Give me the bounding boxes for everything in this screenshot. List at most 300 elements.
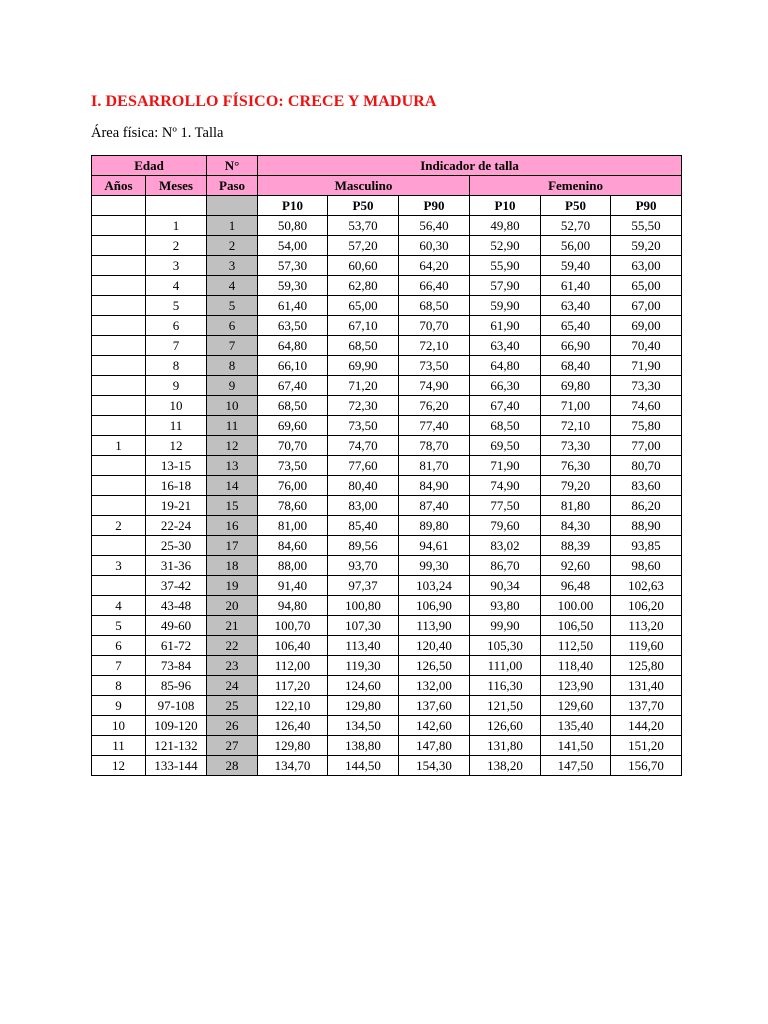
cell-meses: 16-18 — [146, 476, 207, 496]
table-row — [92, 616, 682, 636]
cell-masc-p10: 106,40 — [258, 636, 328, 656]
cell-fem-p10: 86,70 — [470, 556, 541, 576]
cell-anos: 9 — [92, 696, 146, 716]
cell-fem-p10: 77,50 — [470, 496, 541, 516]
cell-fem-p90: 144,20 — [611, 716, 682, 736]
cell-masc-p10: 68,50 — [258, 396, 328, 416]
cell-masc-p50: 85,40 — [328, 516, 399, 536]
cell-paso: 21 — [207, 616, 258, 636]
cell-masc-p50: 138,80 — [328, 736, 399, 756]
cell-fem-p50: 79,20 — [541, 476, 611, 496]
cell-fem-p90: 75,80 — [611, 416, 682, 436]
cell-meses: 25-30 — [146, 536, 207, 556]
cell-paso: 28 — [207, 756, 258, 776]
table-row — [92, 376, 682, 396]
cell-paso: 2 — [207, 236, 258, 256]
header-meses: Meses — [146, 176, 207, 196]
cell-paso: 10 — [207, 396, 258, 416]
table-row — [92, 496, 682, 516]
cell-meses: 5 — [146, 296, 207, 316]
cell-fem-p10: 69,50 — [470, 436, 541, 456]
cell-fem-p50: 123,90 — [541, 676, 611, 696]
header-anos: Años — [92, 176, 146, 196]
cell-fem-p50: 141,50 — [541, 736, 611, 756]
cell-masc-p50: 62,80 — [328, 276, 399, 296]
cell-masc-p50: 83,00 — [328, 496, 399, 516]
header-m-p50: P50 — [328, 196, 399, 216]
cell-anos — [92, 536, 146, 556]
cell-masc-p10: 59,30 — [258, 276, 328, 296]
cell-anos — [92, 576, 146, 596]
cell-anos: 10 — [92, 716, 146, 736]
cell-anos — [92, 496, 146, 516]
cell-masc-p50: 93,70 — [328, 556, 399, 576]
cell-anos: 6 — [92, 636, 146, 656]
table-row — [92, 336, 682, 356]
cell-fem-p50: 88,39 — [541, 536, 611, 556]
cell-fem-p50: 59,40 — [541, 256, 611, 276]
cell-fem-p90: 137,70 — [611, 696, 682, 716]
cell-masc-p10: 61,40 — [258, 296, 328, 316]
header-blank-anos — [92, 196, 146, 216]
cell-meses: 19-21 — [146, 496, 207, 516]
cell-anos — [92, 216, 146, 236]
cell-masc-p10: 100,70 — [258, 616, 328, 636]
cell-meses: 2 — [146, 236, 207, 256]
cell-paso: 3 — [207, 256, 258, 276]
cell-masc-p90: 70,70 — [399, 316, 470, 336]
table-row — [92, 416, 682, 436]
cell-fem-p10: 49,80 — [470, 216, 541, 236]
cell-anos — [92, 376, 146, 396]
header-paso: Paso — [207, 176, 258, 196]
cell-anos — [92, 416, 146, 436]
cell-masc-p10: 84,60 — [258, 536, 328, 556]
cell-fem-p90: 86,20 — [611, 496, 682, 516]
cell-masc-p90: 84,90 — [399, 476, 470, 496]
cell-masc-p50: 100,80 — [328, 596, 399, 616]
cell-paso: 19 — [207, 576, 258, 596]
cell-paso: 24 — [207, 676, 258, 696]
table-row — [92, 676, 682, 696]
cell-fem-p50: 71,00 — [541, 396, 611, 416]
cell-paso: 14 — [207, 476, 258, 496]
cell-paso: 9 — [207, 376, 258, 396]
header-indicador: Indicador de talla — [258, 156, 682, 176]
cell-masc-p10: 76,00 — [258, 476, 328, 496]
section-subtitle: Área física: Nº 1. Talla — [91, 125, 224, 141]
cell-masc-p10: 63,50 — [258, 316, 328, 336]
cell-paso: 27 — [207, 736, 258, 756]
cell-fem-p90: 106,20 — [611, 596, 682, 616]
header-blank-meses — [146, 196, 207, 216]
cell-meses: 11 — [146, 416, 207, 436]
cell-masc-p50: 69,90 — [328, 356, 399, 376]
cell-paso: 5 — [207, 296, 258, 316]
cell-fem-p10: 105,30 — [470, 636, 541, 656]
cell-masc-p50: 57,20 — [328, 236, 399, 256]
cell-anos: 3 — [92, 556, 146, 576]
cell-fem-p10: 79,60 — [470, 516, 541, 536]
cell-meses: 6 — [146, 316, 207, 336]
cell-masc-p90: 120,40 — [399, 636, 470, 656]
cell-fem-p10: 90,34 — [470, 576, 541, 596]
cell-fem-p10: 59,90 — [470, 296, 541, 316]
cell-fem-p10: 66,30 — [470, 376, 541, 396]
cell-anos — [92, 336, 146, 356]
cell-meses: 133-144 — [146, 756, 207, 776]
cell-meses: 73-84 — [146, 656, 207, 676]
cell-paso: 25 — [207, 696, 258, 716]
table-row — [92, 756, 682, 776]
cell-masc-p90: 64,20 — [399, 256, 470, 276]
cell-masc-p50: 80,40 — [328, 476, 399, 496]
cell-anos — [92, 316, 146, 336]
cell-fem-p10: 116,30 — [470, 676, 541, 696]
cell-masc-p90: 87,40 — [399, 496, 470, 516]
cell-masc-p90: 72,10 — [399, 336, 470, 356]
cell-masc-p10: 129,80 — [258, 736, 328, 756]
cell-fem-p10: 74,90 — [470, 476, 541, 496]
table-row — [92, 476, 682, 496]
cell-meses: 13-15 — [146, 456, 207, 476]
table-header — [92, 156, 682, 216]
cell-paso: 20 — [207, 596, 258, 616]
cell-fem-p90: 71,90 — [611, 356, 682, 376]
header-numero: N° — [207, 156, 258, 176]
cell-fem-p90: 125,80 — [611, 656, 682, 676]
cell-meses: 31-36 — [146, 556, 207, 576]
cell-fem-p50: 66,90 — [541, 336, 611, 356]
cell-fem-p90: 98,60 — [611, 556, 682, 576]
cell-masc-p10: 66,10 — [258, 356, 328, 376]
cell-meses: 3 — [146, 256, 207, 276]
cell-masc-p90: 56,40 — [399, 216, 470, 236]
cell-anos — [92, 356, 146, 376]
cell-fem-p90: 74,60 — [611, 396, 682, 416]
page-title: I. DESARROLLO FÍSICO: CRECE Y MADURA — [91, 93, 437, 110]
table-row — [92, 456, 682, 476]
cell-anos — [92, 276, 146, 296]
cell-masc-p50: 124,60 — [328, 676, 399, 696]
cell-meses: 4 — [146, 276, 207, 296]
cell-fem-p50: 129,60 — [541, 696, 611, 716]
cell-paso: 17 — [207, 536, 258, 556]
cell-fem-p50: 63,40 — [541, 296, 611, 316]
cell-masc-p50: 68,50 — [328, 336, 399, 356]
cell-fem-p50: 61,40 — [541, 276, 611, 296]
cell-fem-p90: 63,00 — [611, 256, 682, 276]
cell-masc-p90: 113,90 — [399, 616, 470, 636]
cell-fem-p50: 135,40 — [541, 716, 611, 736]
cell-masc-p90: 103,24 — [399, 576, 470, 596]
cell-fem-p50: 52,70 — [541, 216, 611, 236]
cell-paso: 13 — [207, 456, 258, 476]
table-body — [92, 216, 682, 776]
cell-paso: 18 — [207, 556, 258, 576]
cell-fem-p10: 68,50 — [470, 416, 541, 436]
table-row — [92, 696, 682, 716]
cell-fem-p50: 106,50 — [541, 616, 611, 636]
cell-masc-p10: 70,70 — [258, 436, 328, 456]
cell-masc-p50: 65,00 — [328, 296, 399, 316]
header-m-p10: P10 — [258, 196, 328, 216]
cell-masc-p90: 132,00 — [399, 676, 470, 696]
header-edad: Edad — [92, 156, 207, 176]
cell-masc-p90: 99,30 — [399, 556, 470, 576]
cell-fem-p90: 131,40 — [611, 676, 682, 696]
cell-anos — [92, 296, 146, 316]
cell-meses: 109-120 — [146, 716, 207, 736]
cell-masc-p50: 97,37 — [328, 576, 399, 596]
cell-masc-p50: 129,80 — [328, 696, 399, 716]
cell-fem-p90: 151,20 — [611, 736, 682, 756]
header-masculino: Masculino — [258, 176, 470, 196]
table-row — [92, 596, 682, 616]
cell-fem-p10: 71,90 — [470, 456, 541, 476]
cell-meses: 10 — [146, 396, 207, 416]
cell-meses: 12 — [146, 436, 207, 456]
cell-fem-p90: 93,85 — [611, 536, 682, 556]
cell-masc-p10: 122,10 — [258, 696, 328, 716]
cell-fem-p10: 138,20 — [470, 756, 541, 776]
cell-fem-p10: 83,02 — [470, 536, 541, 556]
cell-masc-p50: 77,60 — [328, 456, 399, 476]
cell-masc-p90: 147,80 — [399, 736, 470, 756]
cell-fem-p10: 55,90 — [470, 256, 541, 276]
cell-paso: 26 — [207, 716, 258, 736]
cell-paso: 7 — [207, 336, 258, 356]
cell-masc-p50: 144,50 — [328, 756, 399, 776]
table-row — [92, 356, 682, 376]
header-row-2 — [92, 176, 682, 196]
cell-meses: 22-24 — [146, 516, 207, 536]
cell-masc-p10: 50,80 — [258, 216, 328, 236]
cell-masc-p10: 67,40 — [258, 376, 328, 396]
cell-anos — [92, 236, 146, 256]
cell-masc-p90: 66,40 — [399, 276, 470, 296]
cell-masc-p10: 57,30 — [258, 256, 328, 276]
cell-fem-p50: 69,80 — [541, 376, 611, 396]
cell-fem-p10: 67,40 — [470, 396, 541, 416]
cell-masc-p50: 107,30 — [328, 616, 399, 636]
cell-masc-p90: 142,60 — [399, 716, 470, 736]
table-row — [92, 736, 682, 756]
cell-anos — [92, 456, 146, 476]
cell-fem-p10: 93,80 — [470, 596, 541, 616]
cell-paso: 8 — [207, 356, 258, 376]
cell-masc-p90: 106,90 — [399, 596, 470, 616]
table-row — [92, 576, 682, 596]
table-row — [92, 396, 682, 416]
cell-fem-p10: 57,90 — [470, 276, 541, 296]
header-f-p90: P90 — [611, 196, 682, 216]
cell-meses: 43-48 — [146, 596, 207, 616]
cell-masc-p90: 137,60 — [399, 696, 470, 716]
table-row — [92, 316, 682, 336]
cell-paso: 4 — [207, 276, 258, 296]
cell-masc-p90: 154,30 — [399, 756, 470, 776]
header-f-p10: P10 — [470, 196, 541, 216]
cell-fem-p50: 96,48 — [541, 576, 611, 596]
table-row — [92, 716, 682, 736]
cell-fem-p10: 131,80 — [470, 736, 541, 756]
cell-masc-p90: 68,50 — [399, 296, 470, 316]
cell-anos: 5 — [92, 616, 146, 636]
cell-masc-p90: 76,20 — [399, 396, 470, 416]
cell-masc-p10: 117,20 — [258, 676, 328, 696]
cell-meses: 37-42 — [146, 576, 207, 596]
cell-fem-p50: 73,30 — [541, 436, 611, 456]
table-row — [92, 536, 682, 556]
cell-fem-p50: 100.00 — [541, 596, 611, 616]
cell-masc-p10: 112,00 — [258, 656, 328, 676]
header-row-3 — [92, 196, 682, 216]
cell-masc-p90: 73,50 — [399, 356, 470, 376]
table-row — [92, 516, 682, 536]
cell-fem-p50: 147,50 — [541, 756, 611, 776]
cell-anos: 1 — [92, 436, 146, 456]
cell-masc-p50: 72,30 — [328, 396, 399, 416]
table-row — [92, 656, 682, 676]
cell-masc-p10: 69,60 — [258, 416, 328, 436]
cell-fem-p90: 119,60 — [611, 636, 682, 656]
cell-masc-p10: 134,70 — [258, 756, 328, 776]
table-row — [92, 296, 682, 316]
cell-masc-p90: 89,80 — [399, 516, 470, 536]
cell-masc-p10: 54,00 — [258, 236, 328, 256]
cell-fem-p50: 56,00 — [541, 236, 611, 256]
cell-meses: 7 — [146, 336, 207, 356]
cell-fem-p10: 126,60 — [470, 716, 541, 736]
cell-paso: 22 — [207, 636, 258, 656]
header-blank-paso — [207, 196, 258, 216]
cell-anos — [92, 476, 146, 496]
cell-masc-p90: 126,50 — [399, 656, 470, 676]
cell-meses: 8 — [146, 356, 207, 376]
cell-paso: 1 — [207, 216, 258, 236]
cell-fem-p90: 80,70 — [611, 456, 682, 476]
header-m-p90: P90 — [399, 196, 470, 216]
cell-paso: 12 — [207, 436, 258, 456]
cell-fem-p90: 59,20 — [611, 236, 682, 256]
cell-anos: 7 — [92, 656, 146, 676]
cell-masc-p10: 81,00 — [258, 516, 328, 536]
cell-paso: 15 — [207, 496, 258, 516]
cell-fem-p50: 81,80 — [541, 496, 611, 516]
header-row-1 — [92, 156, 682, 176]
cell-fem-p90: 77,00 — [611, 436, 682, 456]
table-row — [92, 256, 682, 276]
cell-masc-p50: 53,70 — [328, 216, 399, 236]
cell-masc-p10: 94,80 — [258, 596, 328, 616]
cell-fem-p10: 64,80 — [470, 356, 541, 376]
cell-fem-p90: 102,63 — [611, 576, 682, 596]
cell-masc-p90: 74,90 — [399, 376, 470, 396]
cell-anos — [92, 256, 146, 276]
cell-meses: 121-132 — [146, 736, 207, 756]
cell-meses: 49-60 — [146, 616, 207, 636]
cell-masc-p50: 74,70 — [328, 436, 399, 456]
cell-masc-p50: 60,60 — [328, 256, 399, 276]
cell-fem-p50: 118,40 — [541, 656, 611, 676]
cell-meses: 9 — [146, 376, 207, 396]
cell-fem-p90: 73,30 — [611, 376, 682, 396]
cell-anos: 4 — [92, 596, 146, 616]
cell-fem-p50: 76,30 — [541, 456, 611, 476]
cell-masc-p90: 78,70 — [399, 436, 470, 456]
cell-fem-p90: 88,90 — [611, 516, 682, 536]
cell-paso: 11 — [207, 416, 258, 436]
table-row — [92, 236, 682, 256]
cell-fem-p90: 67,00 — [611, 296, 682, 316]
cell-masc-p50: 73,50 — [328, 416, 399, 436]
cell-fem-p90: 55,50 — [611, 216, 682, 236]
cell-masc-p90: 81,70 — [399, 456, 470, 476]
cell-meses: 1 — [146, 216, 207, 236]
cell-meses: 61-72 — [146, 636, 207, 656]
cell-meses: 97-108 — [146, 696, 207, 716]
cell-fem-p10: 121,50 — [470, 696, 541, 716]
cell-fem-p90: 113,20 — [611, 616, 682, 636]
cell-meses: 85-96 — [146, 676, 207, 696]
cell-fem-p90: 83,60 — [611, 476, 682, 496]
table-row — [92, 216, 682, 236]
cell-masc-p10: 91,40 — [258, 576, 328, 596]
table-row — [92, 276, 682, 296]
cell-masc-p50: 89,56 — [328, 536, 399, 556]
table-row — [92, 556, 682, 576]
cell-anos: 2 — [92, 516, 146, 536]
cell-paso: 16 — [207, 516, 258, 536]
cell-fem-p50: 68,40 — [541, 356, 611, 376]
cell-masc-p50: 71,20 — [328, 376, 399, 396]
cell-fem-p10: 63,40 — [470, 336, 541, 356]
table-row — [92, 436, 682, 456]
cell-fem-p50: 72,10 — [541, 416, 611, 436]
cell-masc-p10: 78,60 — [258, 496, 328, 516]
cell-fem-p90: 70,40 — [611, 336, 682, 356]
cell-paso: 23 — [207, 656, 258, 676]
cell-anos: 8 — [92, 676, 146, 696]
cell-fem-p50: 65,40 — [541, 316, 611, 336]
header-f-p50: P50 — [541, 196, 611, 216]
cell-masc-p50: 67,10 — [328, 316, 399, 336]
height-indicator-table — [91, 155, 682, 776]
cell-masc-p50: 134,50 — [328, 716, 399, 736]
cell-fem-p10: 61,90 — [470, 316, 541, 336]
cell-masc-p10: 64,80 — [258, 336, 328, 356]
cell-anos: 11 — [92, 736, 146, 756]
cell-fem-p50: 112,50 — [541, 636, 611, 656]
table-row — [92, 636, 682, 656]
header-femenino: Femenino — [470, 176, 682, 196]
cell-masc-p10: 73,50 — [258, 456, 328, 476]
cell-masc-p90: 77,40 — [399, 416, 470, 436]
cell-masc-p90: 94,61 — [399, 536, 470, 556]
cell-masc-p50: 119,30 — [328, 656, 399, 676]
cell-fem-p10: 52,90 — [470, 236, 541, 256]
cell-anos: 12 — [92, 756, 146, 776]
cell-fem-p50: 84,30 — [541, 516, 611, 536]
cell-fem-p90: 156,70 — [611, 756, 682, 776]
cell-masc-p50: 113,40 — [328, 636, 399, 656]
cell-fem-p50: 92,60 — [541, 556, 611, 576]
cell-fem-p90: 69,00 — [611, 316, 682, 336]
cell-masc-p10: 88,00 — [258, 556, 328, 576]
cell-masc-p10: 126,40 — [258, 716, 328, 736]
cell-paso: 6 — [207, 316, 258, 336]
